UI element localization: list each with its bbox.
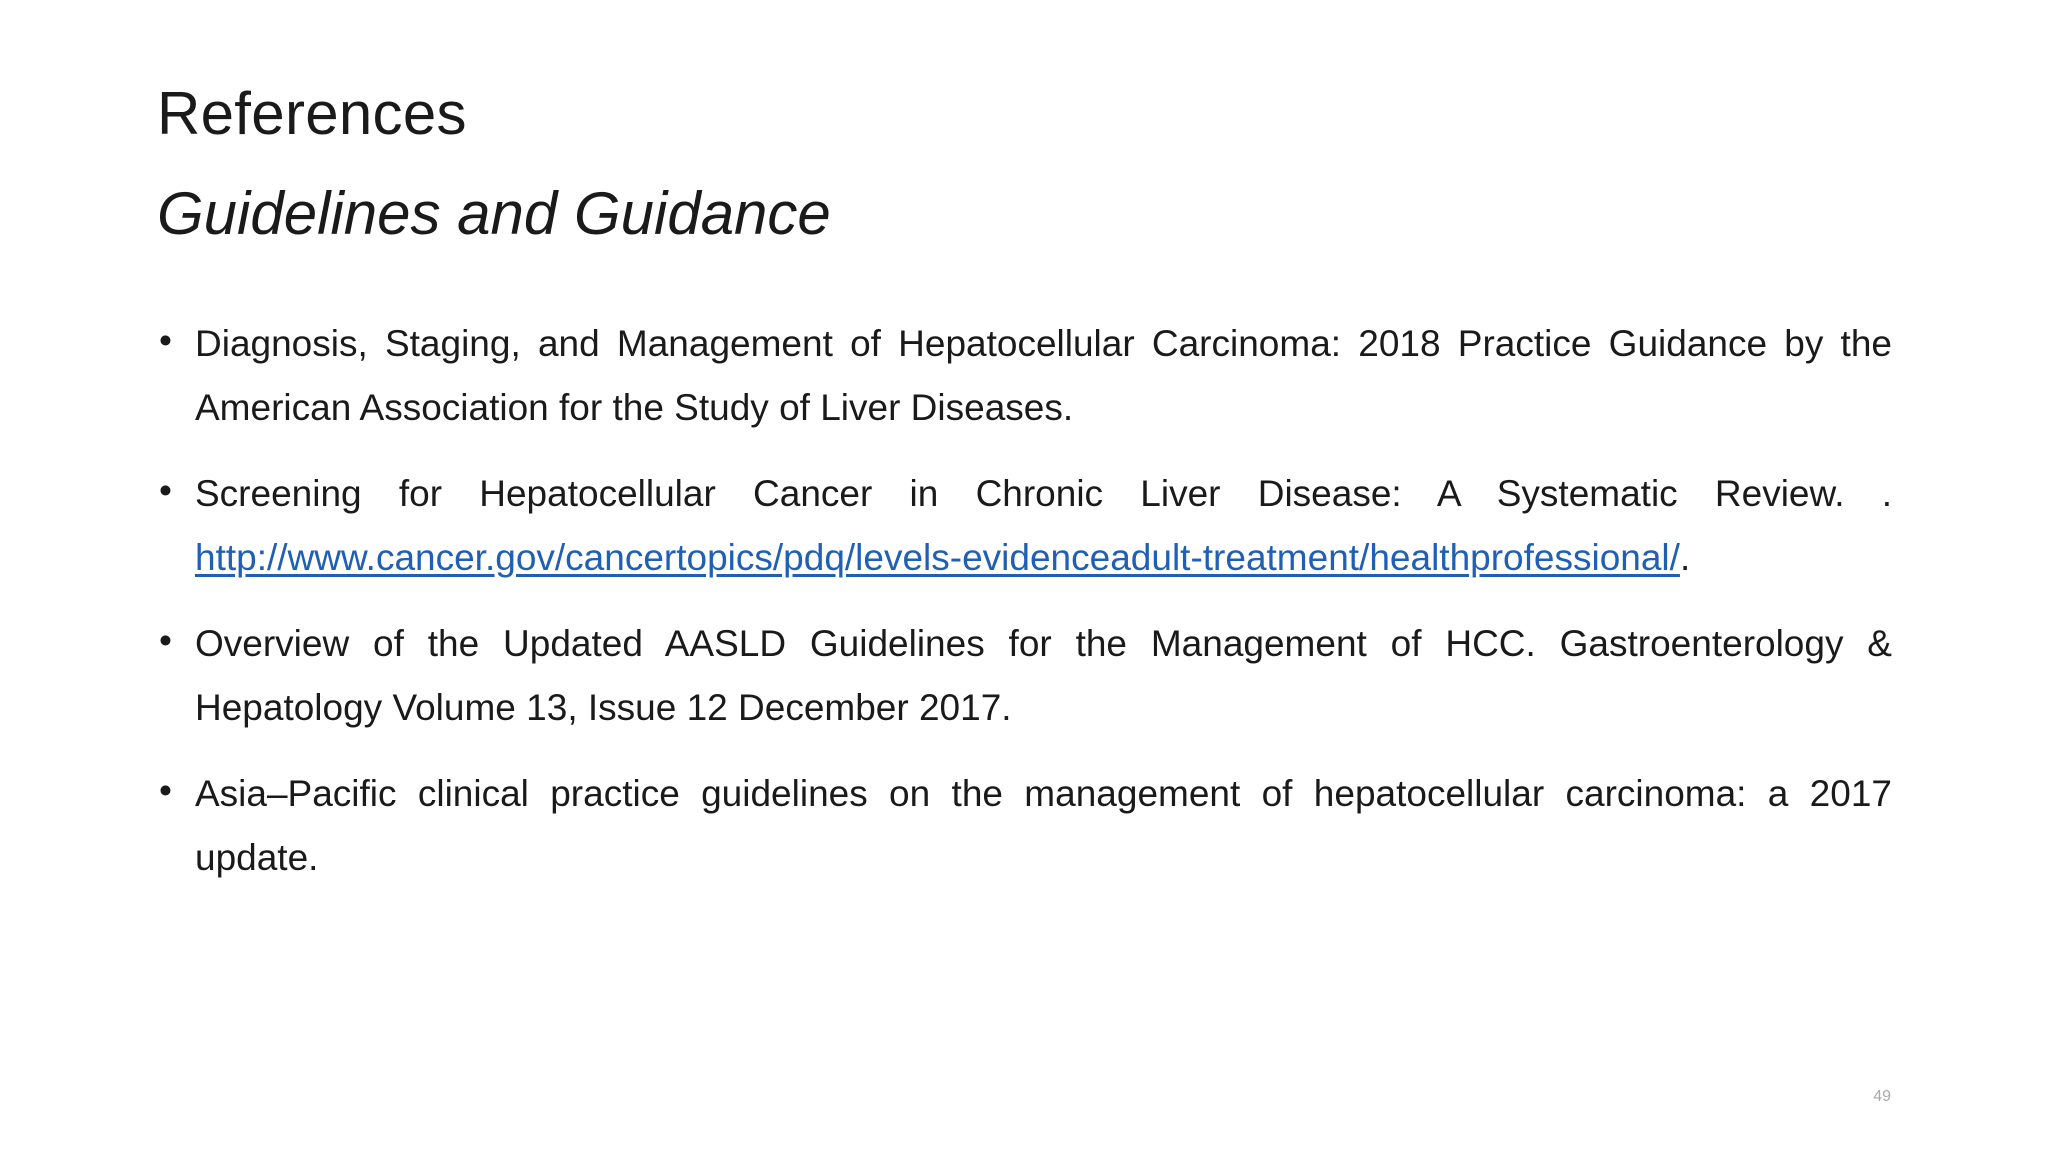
reference-list bbox=[157, 312, 1892, 912]
reference-item bbox=[157, 312, 1892, 440]
reference-text: Overview of the Updated AASLD Guidelines for the Management of HCC. Gastroenterology & Hepatology Volume 13, Issue 12 December 2017. bbox=[195, 623, 1892, 728]
bullet-icon: • bbox=[159, 470, 172, 511]
reference-item bbox=[157, 612, 1892, 740]
reference-text: Diagnosis, Staging, and Management of Hepatocellular Carcinoma: 2018 Practice Guidance by the American Association for the Study of Liver Diseases. bbox=[195, 323, 1892, 428]
bullet-icon: • bbox=[159, 770, 172, 811]
reference-text: Asia–Pacific clinical practice guidelines on the management of hepatocellular carcinoma: a 2017 update. bbox=[195, 773, 1892, 878]
reference-item bbox=[157, 762, 1892, 890]
page-number: 49 bbox=[1873, 1088, 1891, 1105]
reference-text: Screening for Hepatocellular Cancer in Chronic Liver Disease: A Systematic Review. . bbox=[195, 473, 1892, 514]
bullet-icon: • bbox=[159, 620, 172, 661]
reference-item bbox=[157, 462, 1892, 590]
slide-title: References bbox=[157, 80, 467, 147]
bullet-icon: • bbox=[159, 320, 172, 361]
reference-link[interactable]: http://www.cancer.gov/cancertopics/pdq/levels-evidenceadult-treatment/healthprofessional/ bbox=[195, 537, 1680, 578]
slide-subtitle: Guidelines and Guidance bbox=[157, 180, 831, 247]
reference-suffix: . bbox=[1679, 537, 1691, 578]
